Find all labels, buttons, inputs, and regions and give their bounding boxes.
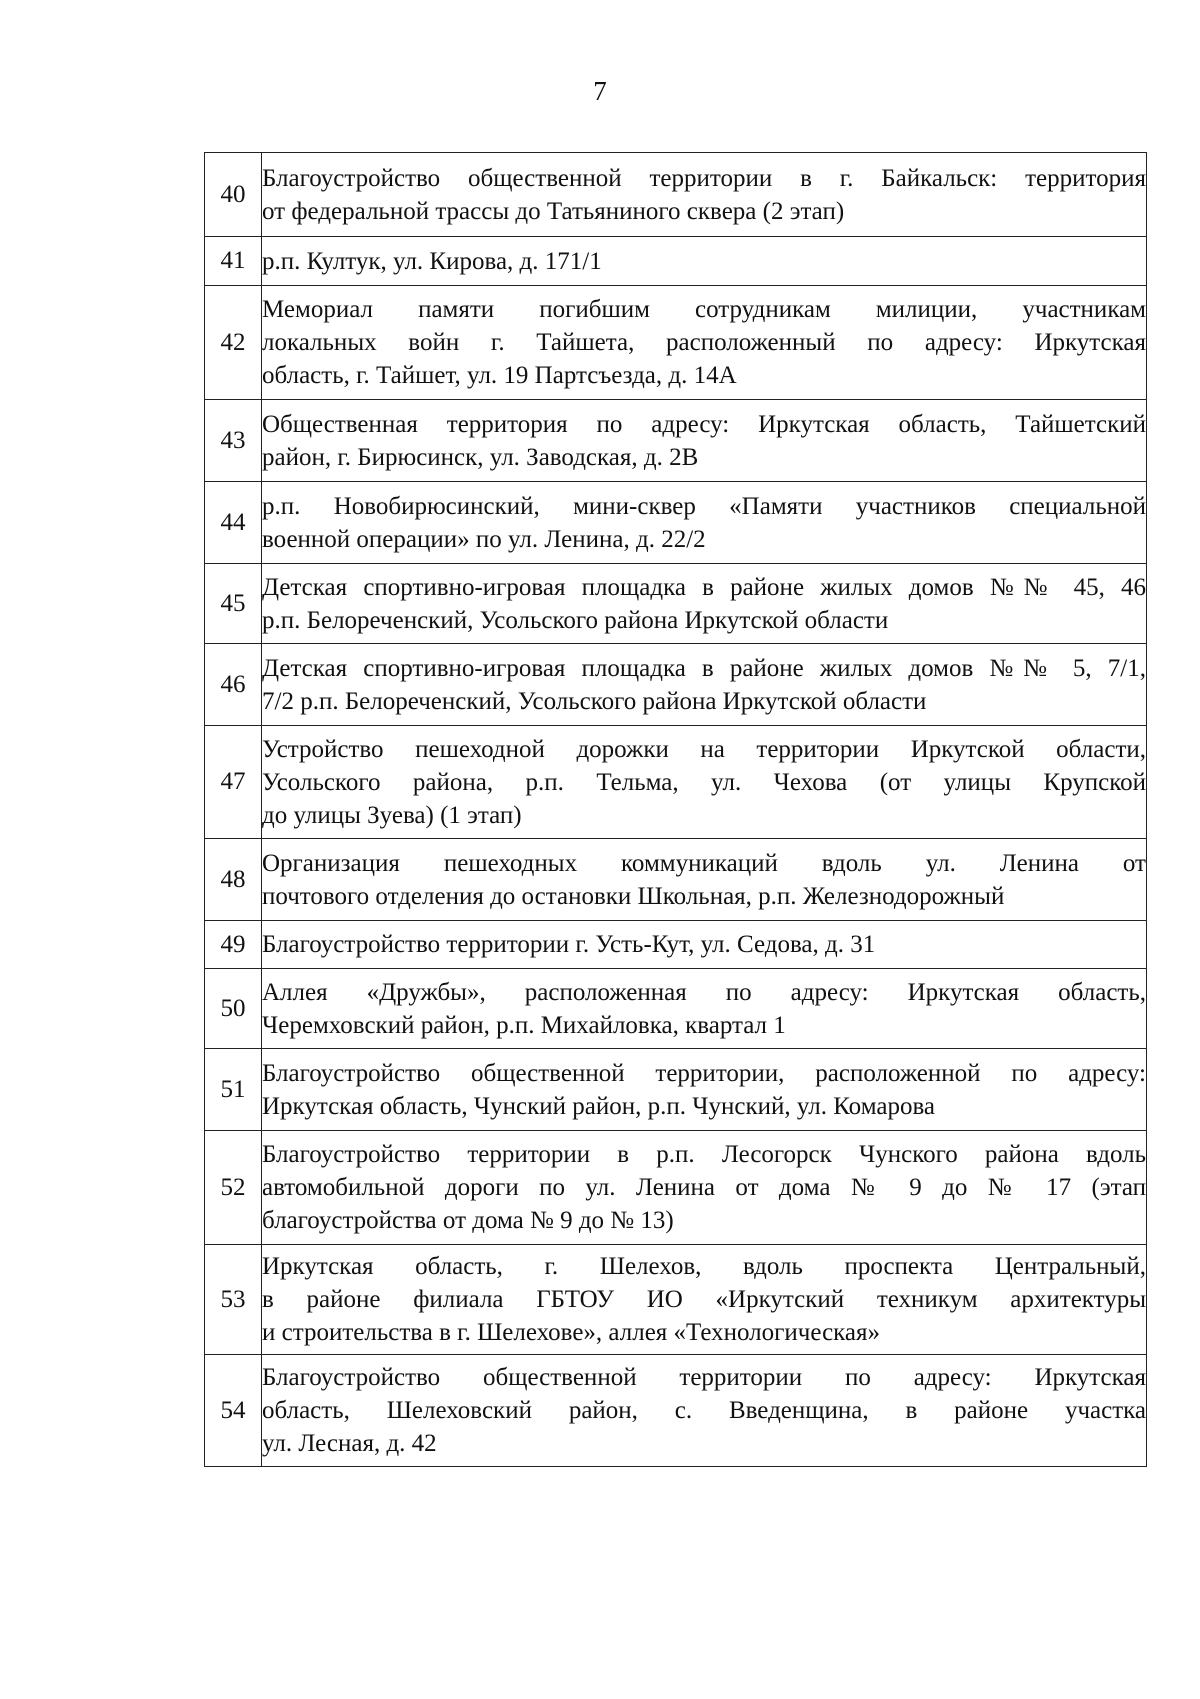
row-description xyxy=(262,1245,1147,1355)
row-description xyxy=(262,237,1147,286)
row-number: 42 xyxy=(205,286,262,400)
row-number: 44 xyxy=(205,482,262,564)
table-row xyxy=(205,153,1147,237)
page-number: 7 xyxy=(593,76,607,106)
row-description xyxy=(262,564,1147,644)
table-row xyxy=(205,644,1147,726)
description-line: Благоустройство территории г. Усть-Кут, ул. Седова, д. 31 xyxy=(262,931,876,958)
row-number: 54 xyxy=(205,1355,262,1467)
row-number: 41 xyxy=(205,237,262,286)
description-line: р.п. Култук, ул. Кирова, д. 171/1 xyxy=(262,247,602,275)
table-row xyxy=(205,1049,1147,1131)
table-row xyxy=(205,286,1147,400)
description-line: 7/2 р.п. Белореченский, Усольского района Иркутской области xyxy=(262,687,927,715)
table-row xyxy=(205,1355,1147,1467)
description-line: от федеральной трассы до Татьяниного сквера (2 этап) xyxy=(262,197,845,225)
description-line: ул. Лесная, д. 42 xyxy=(262,1430,437,1457)
row-number: 50 xyxy=(205,969,262,1049)
table-row xyxy=(205,400,1147,482)
table-row xyxy=(205,237,1147,286)
description-line: р.п. Новобирюсинский, мини-сквер «Памяти участников специальной xyxy=(262,492,1146,520)
table-row xyxy=(205,482,1147,564)
table-row xyxy=(205,921,1147,969)
row-description xyxy=(262,1049,1147,1131)
row-description xyxy=(262,153,1147,237)
description-line: Благоустройство территории в р.п. Лесогорск Чунского района вдоль xyxy=(262,1141,1146,1168)
description-line: Организация пешеходных коммуникаций вдоль ул. Ленина от xyxy=(262,849,1146,877)
row-description xyxy=(262,839,1147,921)
table-row xyxy=(205,726,1147,839)
description-line: Мемориал памяти погибшим сотрудникам милиции, участникам xyxy=(262,296,1146,323)
description-line: в районе филиала ГБТОУ ИО «Иркутский техникум архитектуры xyxy=(262,1286,1146,1313)
description-line: благоустройства от дома № 9 до № 13) xyxy=(262,1207,674,1234)
description-line: Черемховский район, р.п. Михайловка, квартал 1 xyxy=(262,1011,786,1039)
row-description xyxy=(262,286,1147,400)
description-line: Иркутская область, г. Шелехов, вдоль проспекта Центральный, xyxy=(262,1253,1146,1280)
table-row xyxy=(205,1131,1147,1245)
row-description xyxy=(262,1131,1147,1245)
row-number: 51 xyxy=(205,1049,262,1131)
description-line: локальных войн г. Тайшета, расположенный по адресу: Иркутская xyxy=(262,329,1146,356)
row-description xyxy=(262,726,1147,839)
description-line: почтового отделения до остановки Школьная, р.п. Железнодорожный xyxy=(262,882,1005,910)
row-number: 43 xyxy=(205,400,262,482)
row-number: 48 xyxy=(205,839,262,921)
description-line: Благоустройство общественной территории по адресу: Иркутская xyxy=(262,1364,1146,1391)
row-description xyxy=(262,482,1147,564)
description-line: и строительства в г. Шелехове», аллея «Технологическая» xyxy=(262,1319,881,1346)
description-line: военной операции» по ул. Ленина, д. 22/2 xyxy=(262,525,706,553)
row-description xyxy=(262,1355,1147,1467)
description-line: район, г. Бирюсинск, ул. Заводская, д. 2В xyxy=(262,443,699,471)
description-line: Детская спортивно-игровая площадка в районе жилых домов №№ 45, 46 xyxy=(262,573,1146,601)
description-line: р.п. Белореченский, Усольского района Иркутской области xyxy=(262,606,889,634)
description-line: область, г. Тайшет, ул. 19 Партсъезда, д. 14А xyxy=(262,362,737,389)
row-number: 40 xyxy=(205,153,262,237)
row-description xyxy=(262,969,1147,1049)
description-line: Благоустройство общественной территории, расположенной по адресу: xyxy=(262,1059,1146,1087)
row-number: 47 xyxy=(205,726,262,839)
description-line: Усольского района, р.п. Тельма, ул. Чехова (от улицы Крупской xyxy=(262,768,1146,796)
description-line: Благоустройство общественной территории в г. Байкальск: территория xyxy=(262,164,1146,192)
description-line: Детская спортивно-игровая площадка в районе жилых домов №№ 5, 7/1, xyxy=(262,654,1146,682)
description-line: Устройство пешеходной дорожки на территории Иркутской области, xyxy=(262,735,1146,763)
row-number: 52 xyxy=(205,1131,262,1245)
table-row xyxy=(205,1245,1147,1355)
table-row xyxy=(205,564,1147,644)
row-number: 46 xyxy=(205,644,262,726)
description-line: Иркутская область, Чунский район, р.п. Чунский, ул. Комарова xyxy=(262,1092,936,1120)
description-line: до улицы Зуева) (1 этап) xyxy=(262,801,522,829)
row-description xyxy=(262,921,1147,969)
table-row xyxy=(205,839,1147,921)
description-line: Аллея «Дружбы», расположенная по адресу: Иркутская область, xyxy=(262,978,1146,1006)
row-number: 49 xyxy=(205,921,262,969)
description-line: автомобильной дороги по ул. Ленина от дома № 9 до № 17 (этап xyxy=(262,1174,1146,1201)
description-line: область, Шелеховский район, с. Введенщина, в районе участка xyxy=(262,1397,1146,1424)
table-row xyxy=(205,969,1147,1049)
description-line: Общественная территория по адресу: Иркутская область, Тайшетский xyxy=(262,410,1146,438)
objects-table xyxy=(204,152,1147,1467)
row-number: 53 xyxy=(205,1245,262,1355)
row-description xyxy=(262,644,1147,726)
row-number: 45 xyxy=(205,564,262,644)
row-description xyxy=(262,400,1147,482)
